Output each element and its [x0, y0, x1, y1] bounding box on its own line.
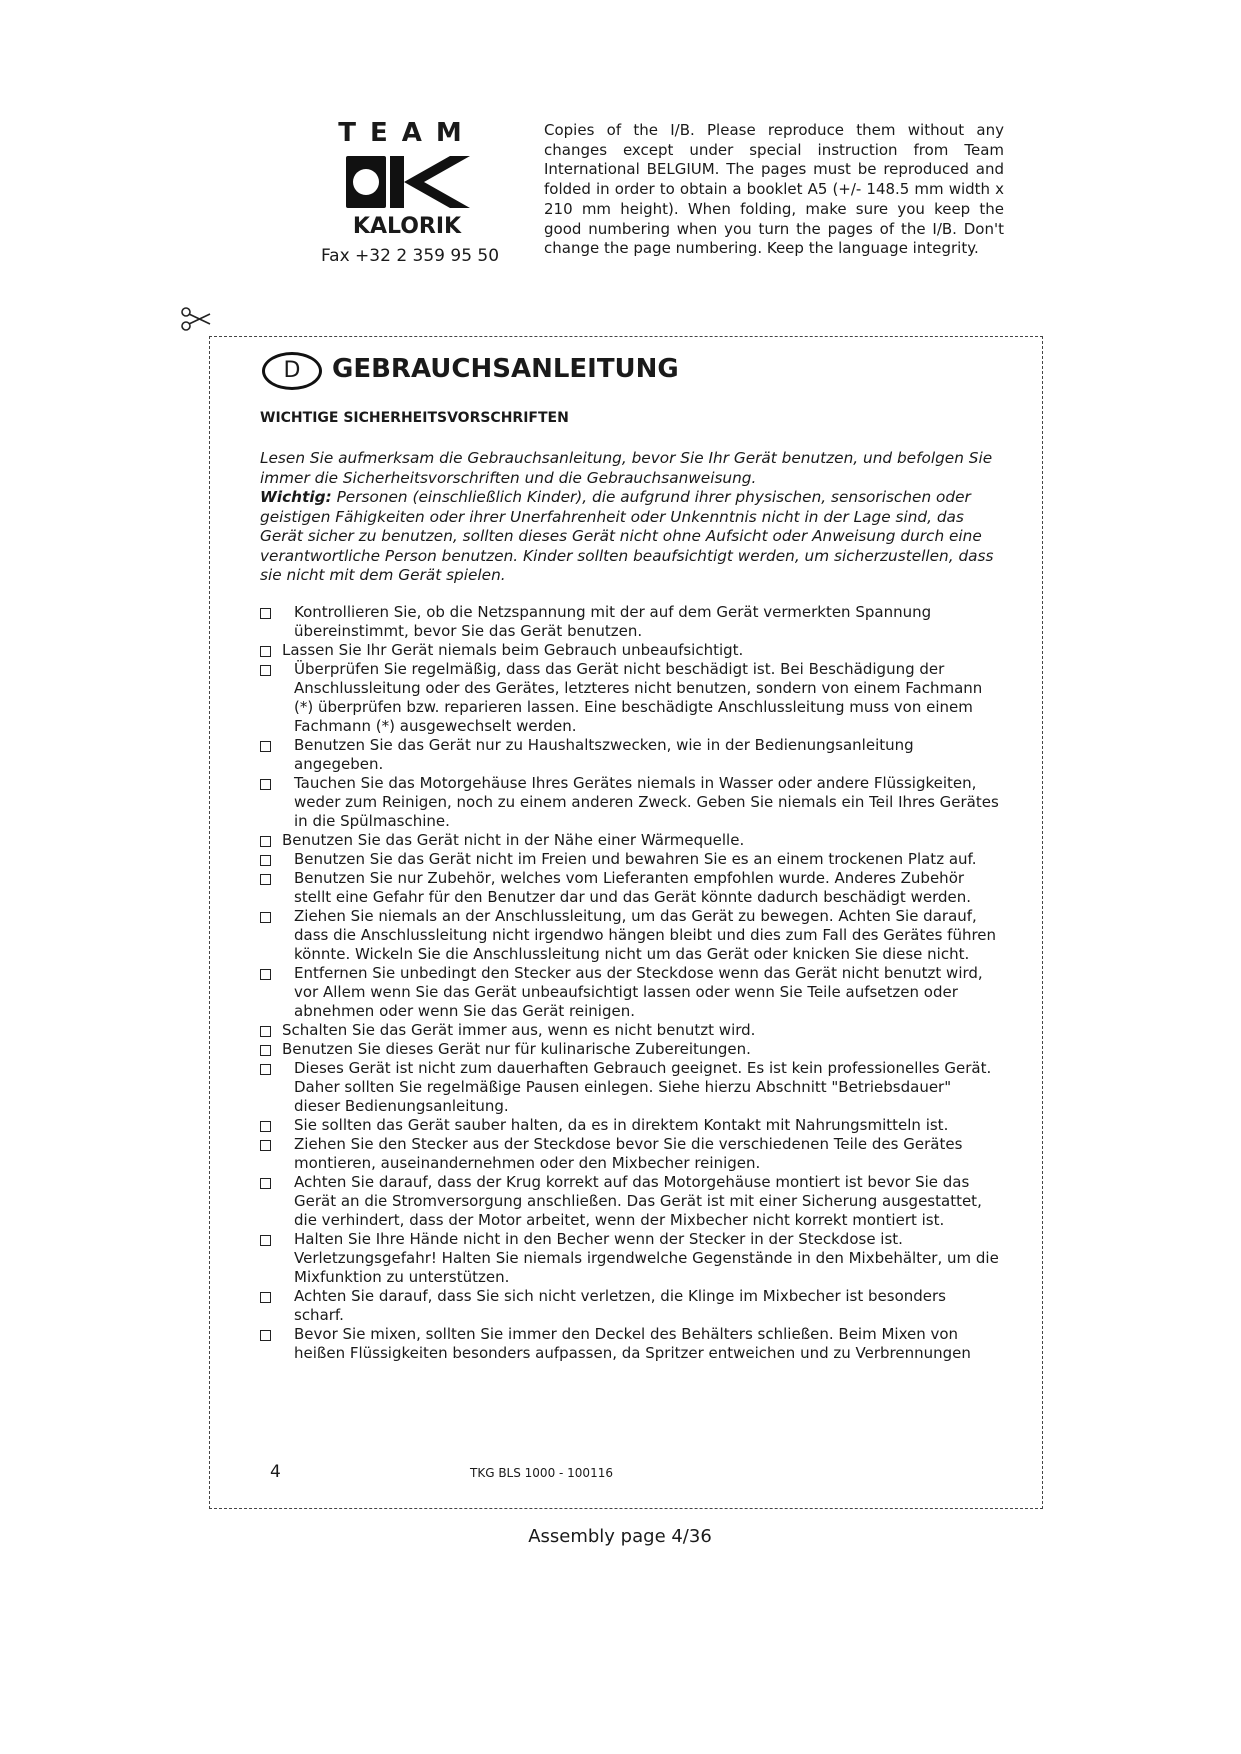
- list-item: Lassen Sie Ihr Gerät niemals beim Gebrauch unbeaufsichtigt.: [260, 641, 1000, 660]
- list-item: Achten Sie darauf, dass Sie sich nicht verletzen, die Klinge im Mixbecher ist besonders scharf.: [260, 1287, 1000, 1325]
- checkbox-bullet-icon: [260, 1140, 271, 1151]
- important-label: Wichtig:: [260, 488, 332, 506]
- list-item: Tauchen Sie das Motorgehäuse Ihres Gerätes niemals in Wasser oder andere Flüssigkeiten, weder zum Reinigen, noch zu einem anderen Zweck. Geben Sie niemals ein Teil Ihres Gerätes in die Spülmaschine.: [260, 774, 1000, 831]
- list-item: Benutzen Sie dieses Gerät nur für kulinarische Zubereitungen.: [260, 1040, 1000, 1059]
- reproduction-note: Copies of the I/B. Please reproduce them without any changes except under special instruction from Team International BELGIUM. The pages must be reproduced and folded in order to obtain a booklet A5 (+/- 148.5 mm width x 210 mm height). When folding, make sure you keep the good numbering when you turn the pages of the I/B. Don't change the page numbering. Keep the language integrity.: [544, 121, 1004, 258]
- important-text: Personen (einschließlich Kinder), die aufgrund ihrer physischen, sensorischen oder geistigen Fähigkeiten oder ihrer Unerfahrenheit oder Unkenntnis nicht in der Lage sind, das Gerät sicher zu benutzen, sollten dieses Gerät nicht ohne Aufsicht oder Anweisung durch eine verantwortliche Person benutzen. Kinder sollten beaufsichtigt werden, um sicherzustellen, dass sie nicht mit dem Gerät spielen.: [260, 488, 994, 584]
- checkbox-bullet-icon: [260, 665, 271, 676]
- checkbox-bullet-icon: [260, 1292, 271, 1303]
- checkbox-bullet-icon: [260, 1235, 271, 1246]
- list-item: Benutzen Sie das Gerät nur zu Haushaltszwecken, wie in der Bedienungsanleitung angegeben.: [260, 736, 1000, 774]
- list-item: Dieses Gerät ist nicht zum dauerhaften Gebrauch geeignet. Es ist kein professionelles Gerät. Daher sollten Sie regelmäßige Pausen einlegen. Siehe hierzu Abschnitt "Betriebsdauer" dieser Bedienungsanleitung.: [260, 1059, 1000, 1116]
- team-kalorik-logo: [332, 118, 482, 238]
- logo-team-text: TEAM: [338, 118, 476, 148]
- list-item: Benutzen Sie das Gerät nicht im Freien und bewahren Sie es an einem trockenen Platz auf.: [260, 850, 1000, 869]
- logo-kalorik-text: KALORIK: [352, 214, 462, 239]
- checkbox-bullet-icon: [260, 874, 271, 885]
- checkbox-bullet-icon: [260, 969, 271, 980]
- checkbox-bullet-icon: [260, 1026, 271, 1037]
- list-item: Benutzen Sie das Gerät nicht in der Nähe einer Wärmequelle.: [260, 831, 1000, 850]
- list-item: Bevor Sie mixen, sollten Sie immer den Deckel des Behälters schließen. Beim Mixen von heißen Flüssigkeiten besonders aufpassen, da Spritzer entweichen und zu Verbrennungen: [260, 1325, 1000, 1363]
- list-item: Benutzen Sie nur Zubehör, welches vom Lieferanten empfohlen wurde. Anderes Zubehör stellt eine Gefahr für den Benutzer dar und das Gerät könnte dadurch beschädigt werden.: [260, 869, 1000, 907]
- list-item: Entfernen Sie unbedingt den Stecker aus der Steckdose wenn das Gerät nicht benutzt wird, vor Allem wenn Sie das Gerät unbeaufsichtigt lassen oder wenn Sie Teile aufsetzen oder abnehmen oder wenn Sie das Gerät reinigen.: [260, 964, 1000, 1021]
- list-item: Überprüfen Sie regelmäßig, dass das Gerät nicht beschädigt ist. Bei Beschädigung der Anschlussleitung oder des Gerätes, letzteres nicht benutzen, sondern von einem Fachmann (*) überprüfen bzw. reparieren lassen. Eine beschädigte Anschlussleitung muss von einem Fachmann (*) ausgewechselt werden.: [260, 660, 1000, 736]
- scissors-icon: [180, 306, 212, 332]
- checkbox-bullet-icon: [260, 1178, 271, 1189]
- list-item: Achten Sie darauf, dass der Krug korrekt auf das Motorgehäuse montiert ist bevor Sie das Gerät an die Stromversorgung anschließen. Das Gerät ist mit einer Sicherung ausgestattet, die verhindert, dass der Motor arbeitet, wenn der Mixbecher nicht korrekt montiert ist.: [260, 1173, 1000, 1230]
- list-item: Halten Sie Ihre Hände nicht in den Becher wenn der Stecker in der Steckdose ist. Verletzungsgefahr! Halten Sie niemals irgendwelche Gegenstände in den Mixbehälter, um die Mixfunktion zu unterstützen.: [260, 1230, 1000, 1287]
- checkbox-bullet-icon: [260, 855, 271, 866]
- checkbox-bullet-icon: [260, 912, 271, 923]
- language-badge: D: [262, 352, 322, 390]
- page-number: 4: [270, 1462, 281, 1482]
- checkbox-bullet-icon: [260, 779, 271, 790]
- document-title: GEBRAUCHSANLEITUNG: [332, 354, 679, 384]
- logo-k-mark-icon: [340, 152, 474, 212]
- checkbox-bullet-icon: [260, 1045, 271, 1056]
- list-item: Sie sollten das Gerät sauber halten, da es in direktem Kontakt mit Nahrungsmitteln ist.: [260, 1116, 1000, 1135]
- intro-paragraph: [260, 449, 1000, 586]
- checkbox-bullet-icon: [260, 1064, 271, 1075]
- checkbox-bullet-icon: [260, 836, 271, 847]
- checkbox-bullet-icon: [260, 741, 271, 752]
- intro-text: Lesen Sie aufmerksam die Gebrauchsanleitung, bevor Sie Ihr Gerät benutzen, und befolgen Sie immer die Sicherheitsvorschriften und die Gebrauchsanweisung.: [260, 449, 993, 487]
- section-heading: WICHTIGE SICHERHEITSVORSCHRIFTEN: [260, 410, 569, 426]
- checkbox-bullet-icon: [260, 1330, 271, 1341]
- list-item: Schalten Sie das Gerät immer aus, wenn es nicht benutzt wird.: [260, 1021, 1000, 1040]
- list-item: Ziehen Sie den Stecker aus der Steckdose bevor Sie die verschiedenen Teile des Gerätes montieren, auseinandernehmen oder den Mixbecher reinigen.: [260, 1135, 1000, 1173]
- safety-list: [260, 603, 1000, 1363]
- list-item: Ziehen Sie niemals an der Anschlussleitung, um das Gerät zu bewegen. Achten Sie darauf, dass die Anschlussleitung nicht irgendwo hängen bleibt und dies zum Fall des Gerätes führen könnte. Wickeln Sie die Anschlussleitung nicht um das Gerät oder knicken Sie diese nicht.: [260, 907, 1000, 964]
- checkbox-bullet-icon: [260, 646, 271, 657]
- assembly-page-label: Assembly page 4/36: [528, 1526, 712, 1547]
- list-item: Kontrollieren Sie, ob die Netzspannung mit der auf dem Gerät vermerkten Spannung übereinstimmt, bevor Sie das Gerät benutzen.: [260, 603, 1000, 641]
- checkbox-bullet-icon: [260, 1121, 271, 1132]
- model-reference: TKG BLS 1000 - 100116: [470, 1466, 613, 1480]
- checkbox-bullet-icon: [260, 608, 271, 619]
- fax-number: Fax +32 2 359 95 50: [320, 246, 500, 266]
